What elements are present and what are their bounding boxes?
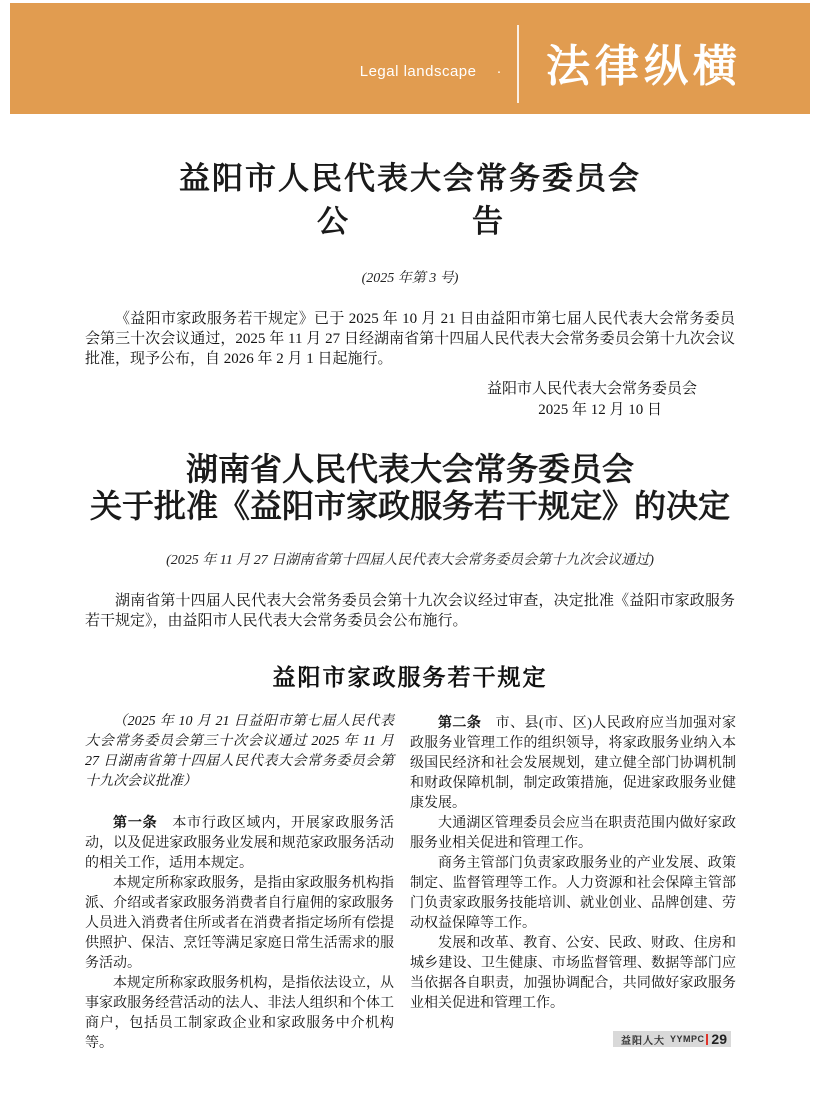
banner-section-title: 法律纵横 [546,42,742,91]
section-banner [10,3,810,114]
notice-title-line1: 益阳市人民代表大会常务委员会 [179,161,641,196]
article-text: 发展和改革、教育、公安、民政、财政、住房和城乡建设、卫生健康、市场监督管理、数据等部门应当依据各自职责，加强协调配合，共同做好家政服务业相关促进和管理工作。 [410,936,736,1011]
article-paragraph [85,974,394,1054]
regulation-left-column [85,712,394,1054]
notice-signature: 益阳市人民代表大会常务委员会 [486,381,697,397]
article-text: 本规定所称家政服务，是指由家政服务机构指派、介绍或者家政服务消费者自行雇佣的家政服务人员进入消费者住所或者在消费者指定场所有偿提供照护、保洁、烹饪等满足家庭日常生活需求的服务活动。 [85,876,394,971]
notice-doc-number: (2025 年第 3 号) [361,271,459,286]
article-paragraph [410,814,736,854]
decision-title-line1: 湖南省人民代表大会常务委员会 [185,451,634,487]
regulation-preamble: （2025 年 10 月 21 日益阳市第七届人民代表大会常务委员会第三十次会议通过 2025 年 11 月 27 日湖南省第十四届人民代表大会常务委员会第十九次会议批准） [85,714,394,789]
decision-subtitle: (2025 年 11 月 27 日湖南省第十四届人民代表大会常务委员会第十九次会议通过) [166,553,654,568]
article-text: 商务主管部门负责家政服务业的产业发展、政策制定、监督管理等工作。人力资源和社会保障主管部门负责家政服务技能培训、就业创业、品牌创建、劳动权益保障等工作。 [410,856,736,931]
footer-journal-name: 益阳人大 [621,1035,665,1047]
article-paragraph [85,874,394,974]
article-text: 大通湖区管理委员会应当在职责范围内做好家政服务业相关促进和管理工作。 [410,816,736,851]
banner-english-text: Legal landscape [359,62,477,80]
article-text: 本市行政区域内，开展家政服务活动，以及促进家政服务业发展和规范家政服务活动的相关工作，适用本规定。 [85,816,395,871]
notice-body: 《益阳市家政服务若干规定》已于 2025 年 10 月 21 日由益阳市第七届人民代表大会常务委员会第三十次会议通过，2025 年 11 月 27 日经湖南省第十四届人民代表大会常务委员会第十九次会议批准，现予公布，自 2026 年 2 月 1 日起施行。 [85,311,735,367]
article-paragraph [85,812,394,874]
page-footer [613,1031,731,1047]
banner-english-subtitle [10,61,502,81]
article-label: 第一条 [113,814,173,830]
banner-dot: · [496,62,502,80]
article-paragraph [410,854,736,934]
article-text: 市、县(市、区)人民政府应当加强对家政服务业管理工作的组织领导，将家政服务业纳入本级国民经济和社会发展规划，建立健全部门协调机制和财政保障机制，制定政策措施，促进家政服务业健康发展。 [410,716,736,811]
footer-journal-code: YYMPC [670,1034,705,1044]
decision-title-line2: 关于批准《益阳市家政服务若干规定》的决定 [89,488,730,524]
regulation-heading: 益阳市家政服务若干规定 [272,664,548,690]
article-text: 本规定所称家政服务机构，是指依法设立，从事家政服务经营活动的法人、非法人组织和个体工商户，包括员工制家政企业和家政服务中介机构等。 [85,976,394,1051]
article-label: 第二条 [438,714,496,730]
banner-divider-line [517,25,519,103]
article-paragraph [410,712,736,814]
article-paragraph [410,934,736,1014]
page-number: 29 [711,1031,727,1047]
decision-title [40,451,780,525]
decision-body: 湖南省第十四届人民代表大会常务委员会第十九次会议经过审查，决定批准《益阳市家政服务若干规定》，由益阳市人民代表大会常务委员会公布施行。 [85,593,735,629]
footer-red-divider [706,1034,708,1045]
notice-title-line2: 公 告 [317,204,503,239]
regulation-right-column [410,712,736,1014]
notice-date: 2025 年 12 月 10 日 [538,402,662,418]
